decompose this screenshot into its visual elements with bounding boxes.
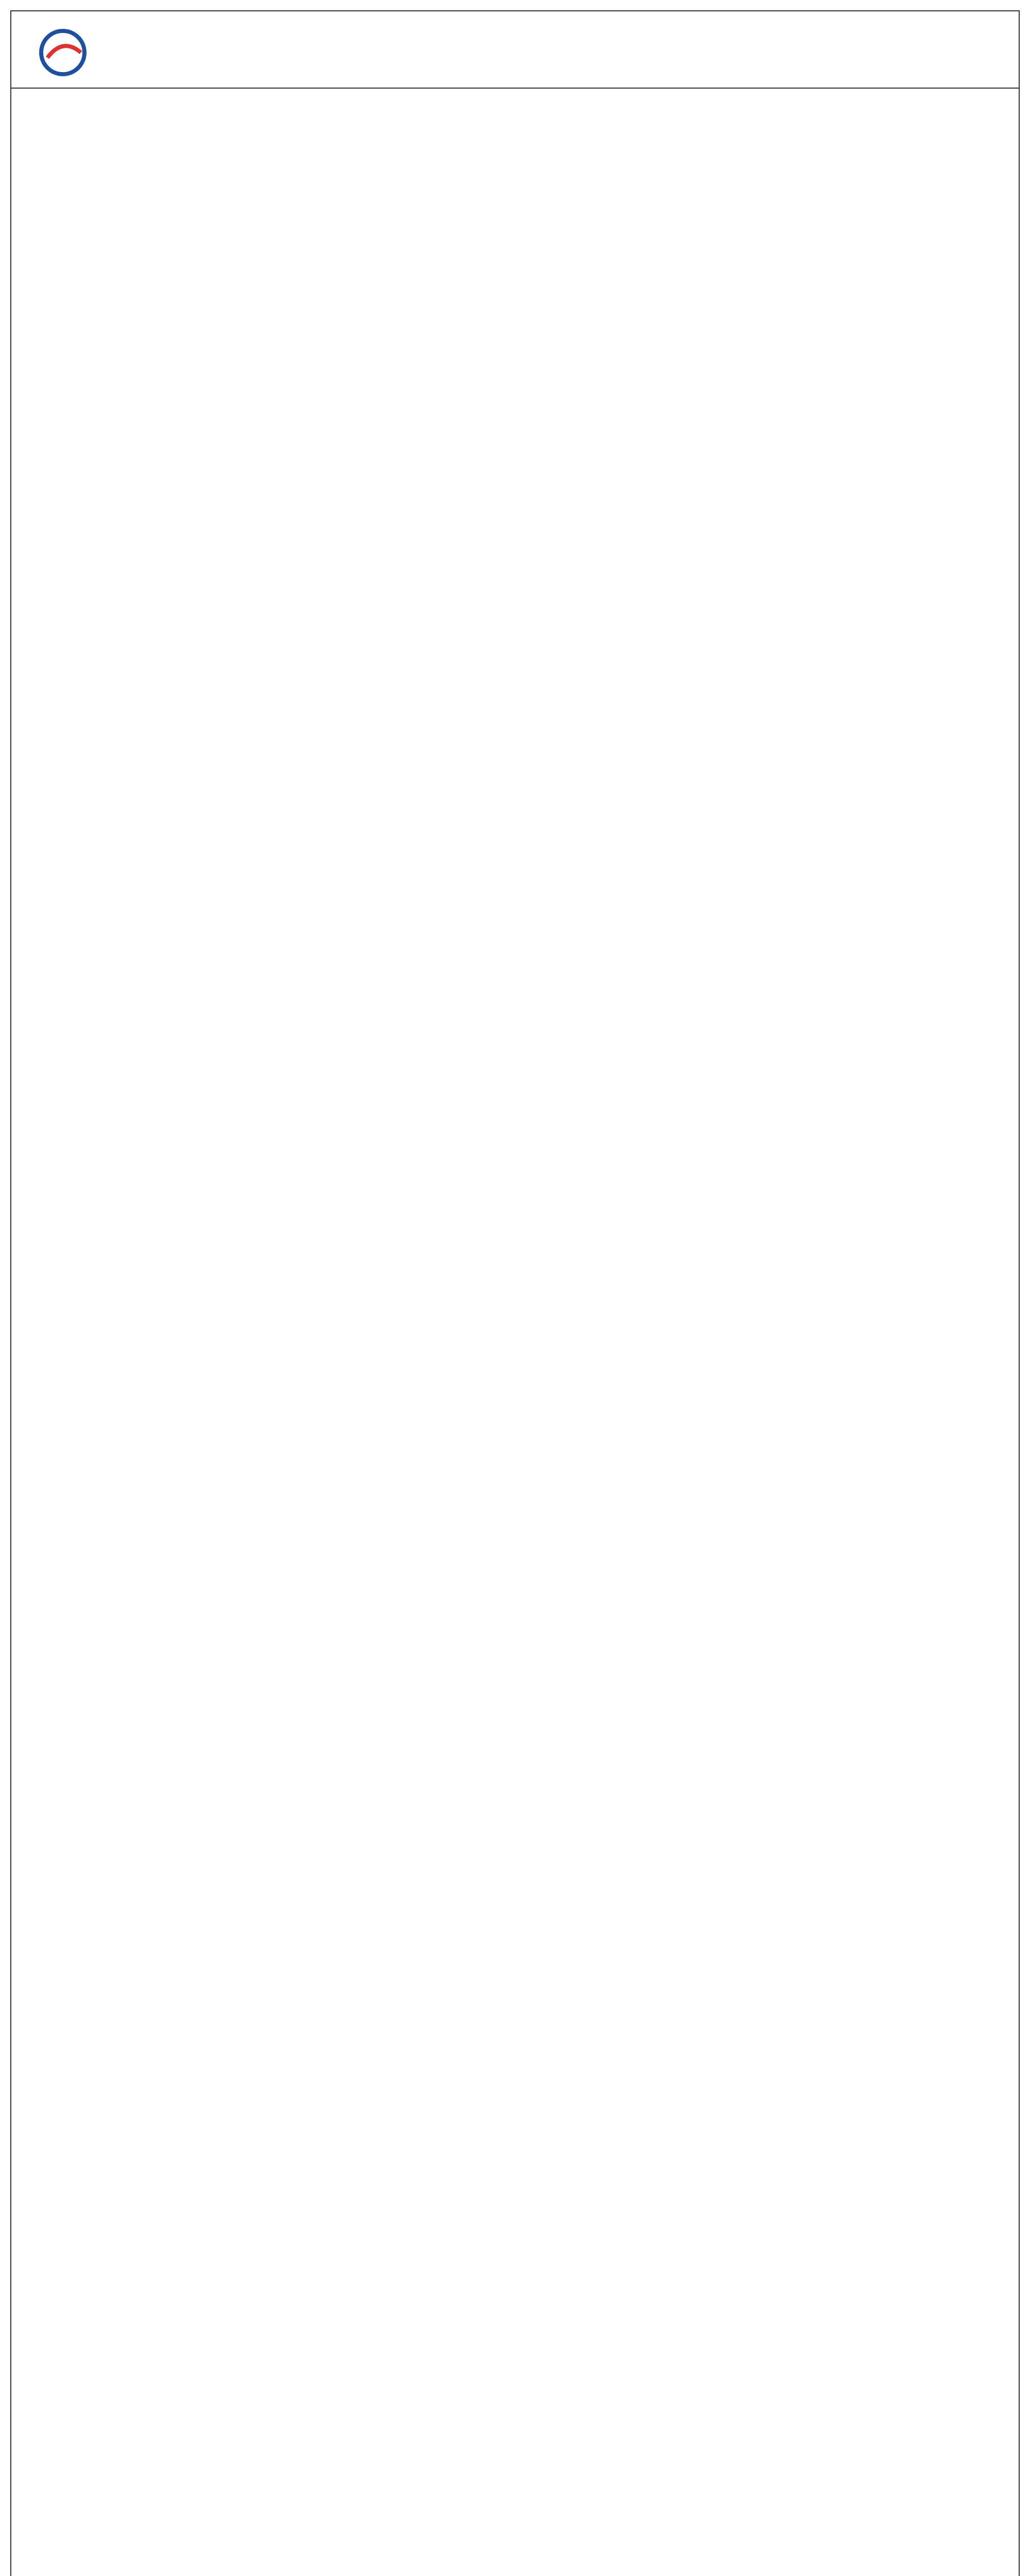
report-page bbox=[10, 10, 1020, 2576]
report-header bbox=[11, 11, 1019, 89]
company-logo bbox=[37, 27, 243, 78]
